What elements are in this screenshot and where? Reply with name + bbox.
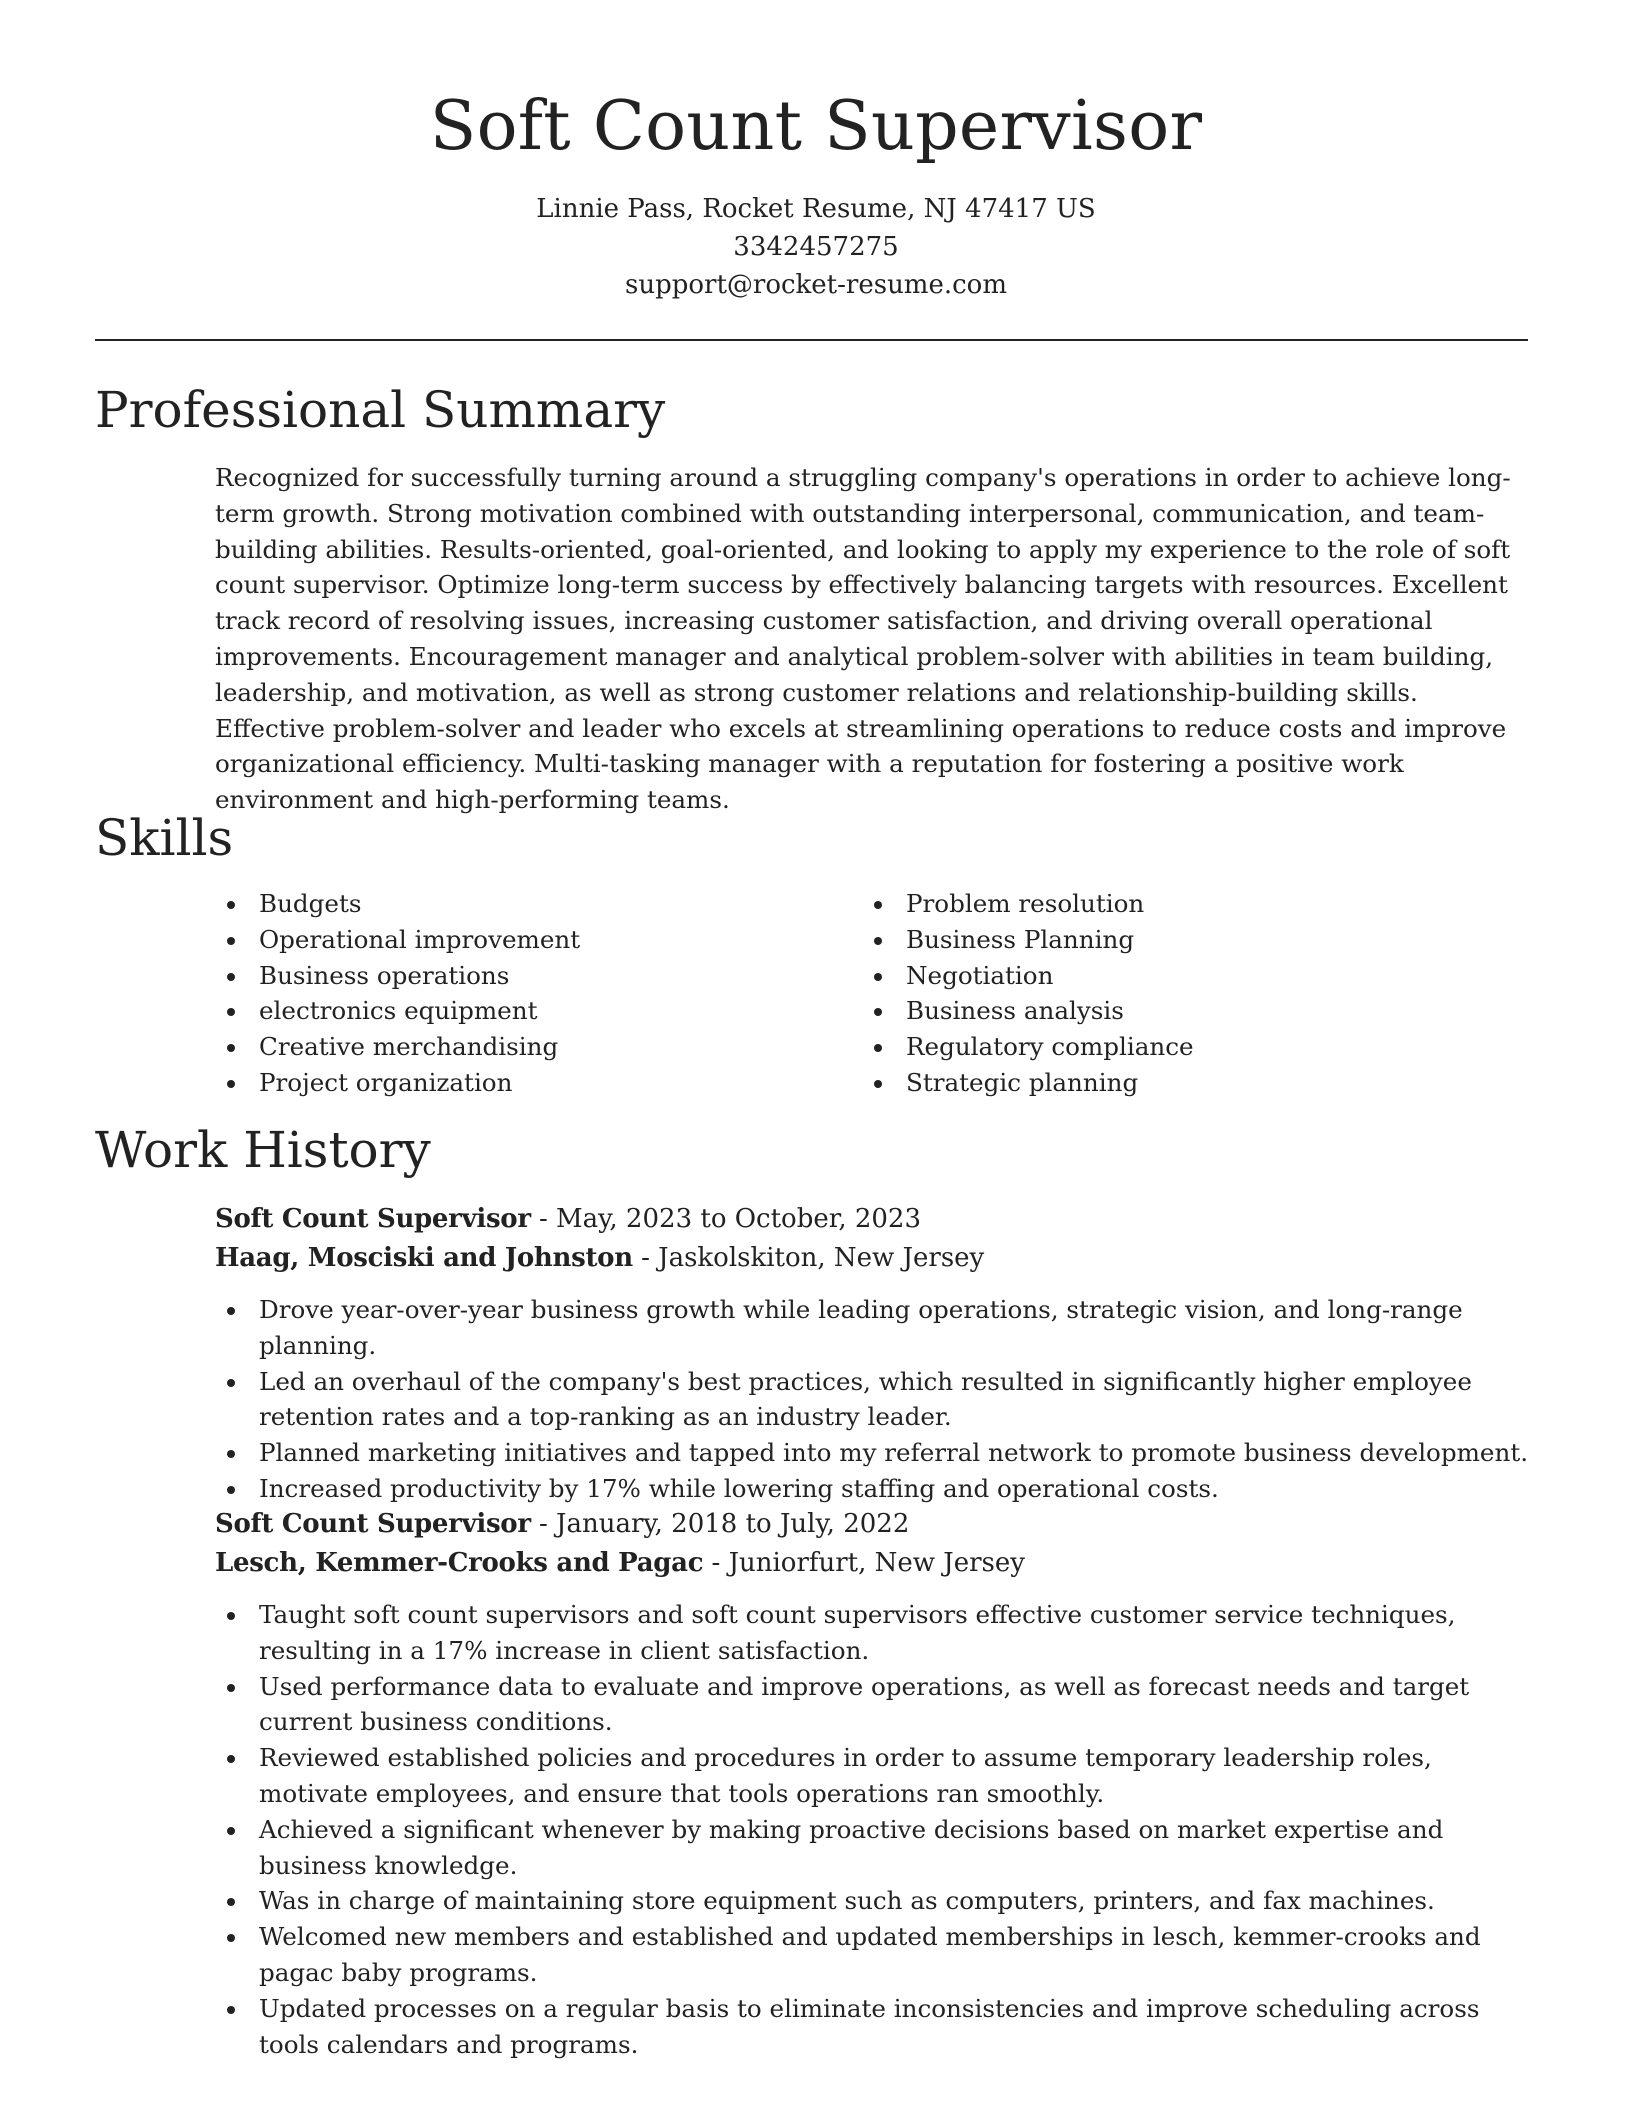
contact-address: Linnie Pass, Rocket Resume, NJ 47417 US	[536, 194, 1096, 224]
job-entry	[215, 1505, 1535, 2062]
duty-item: Welcomed new members and established and updated memberships in lesch, kemmer-crooks and pagac baby programs.	[215, 1919, 1535, 1991]
skills-column-right	[862, 886, 1509, 1101]
duty-item: Reviewed established policies and procedures in order to assume temporary leadership roles, motivate employees, and ensure that tools operations ran smoothly.	[215, 1740, 1535, 1812]
header-divider	[95, 339, 1528, 341]
job-dates: - January, 2018 to July, 2022	[530, 1509, 910, 1539]
duty-item: Drove year-over-year business growth while leading operations, strategic vision, and long-range planning.	[215, 1292, 1535, 1364]
job-company-line	[215, 1239, 1535, 1278]
duty-item: Updated processes on a regular basis to eliminate inconsistencies and improve scheduling across tools calendars and programs.	[215, 1991, 1535, 2063]
skills-column-left	[215, 886, 862, 1101]
duty-item: Used performance data to evaluate and improve operations, as well as forecast needs and target current business conditions.	[215, 1669, 1535, 1741]
job-dates: - May, 2023 to October, 2023	[530, 1204, 922, 1234]
duty-item: Was in charge of maintaining store equipment such as computers, printers, and fax machines.	[215, 1883, 1535, 1919]
skill-item: Problem resolution	[862, 886, 1509, 922]
job-duties	[215, 1292, 1535, 1507]
resume-title: Soft Count Supervisor	[429, 87, 1203, 166]
job-entry	[215, 1200, 1535, 1507]
skill-item: Business analysis	[862, 993, 1509, 1029]
work-history-heading: Work History	[95, 1121, 431, 1179]
skill-item: Regulatory compliance	[862, 1029, 1509, 1065]
job-location: - Jaskolskiton, New Jersey	[632, 1243, 985, 1273]
skill-item: Negotiation	[862, 958, 1509, 994]
duty-item: Increased productivity by 17% while lowering staffing and operational costs.	[215, 1471, 1535, 1507]
skill-item: Strategic planning	[862, 1065, 1509, 1101]
job-location: - Juniorfurt, New Jersey	[703, 1548, 1025, 1578]
job-company-line	[215, 1544, 1535, 1583]
duty-item: Planned marketing initiatives and tapped into my referral network to promote business development.	[215, 1435, 1535, 1471]
skill-item: Budgets	[215, 886, 862, 922]
job-duties	[215, 1597, 1535, 2062]
contact-phone: 3342457275	[733, 232, 899, 262]
job-title: Soft Count Supervisor	[215, 1204, 531, 1234]
resume-header	[0, 0, 1632, 304]
job-company: Lesch, Kemmer-Crooks and Pagac	[215, 1548, 704, 1578]
skill-item: Business operations	[215, 958, 862, 994]
skill-item: Business Planning	[862, 922, 1509, 958]
job-title-line	[215, 1505, 1535, 1544]
duty-item: Taught soft count supervisors and soft count supervisors effective customer service techniques, resulting in a 17% increase in client satisfaction.	[215, 1597, 1535, 1669]
summary-heading: Professional Summary	[95, 381, 666, 439]
skill-item: Project organization	[215, 1065, 862, 1101]
job-company: Haag, Mosciski and Johnston	[215, 1243, 633, 1273]
summary-text: Recognized for successfully turning around a struggling company's operations in order to achieve long-term growth. Strong motivation combined with outstanding interpersonal, communication, and team-building abilities. Results-oriented, goal-oriented, and looking to apply my experience to the role of soft count supervisor. Optimize long-term success by effectively balancing targets with resources. Excellent track record of resolving issues, increasing customer satisfaction, and driving overall operational improvements. Encouragement manager and analytical problem-solver with abilities in team building, leadership, and motivation, as well as strong customer relations and relationship-building skills. Effective problem-solver and leader who excels at streamlining operations to reduce costs and improve organizational efficiency. Multi-tasking manager with a reputation for fostering a positive work environment and high-performing teams.	[215, 463, 1511, 815]
job-title-line	[215, 1200, 1535, 1239]
contact-block	[0, 190, 1632, 304]
skill-item: Creative merchandising	[215, 1029, 862, 1065]
job-title: Soft Count Supervisor	[215, 1509, 531, 1539]
duty-item: Achieved a significant whenever by making proactive decisions based on market expertise and business knowledge.	[215, 1812, 1535, 1884]
skills-list	[215, 886, 1535, 1101]
skill-item: Operational improvement	[215, 922, 862, 958]
skill-item: electronics equipment	[215, 993, 862, 1029]
duty-item: Led an overhaul of the company's best practices, which resulted in significantly higher employee retention rates and a top-ranking as an industry leader.	[215, 1364, 1535, 1436]
skills-heading: Skills	[95, 809, 234, 867]
contact-email: support@rocket-resume.com	[624, 270, 1007, 300]
